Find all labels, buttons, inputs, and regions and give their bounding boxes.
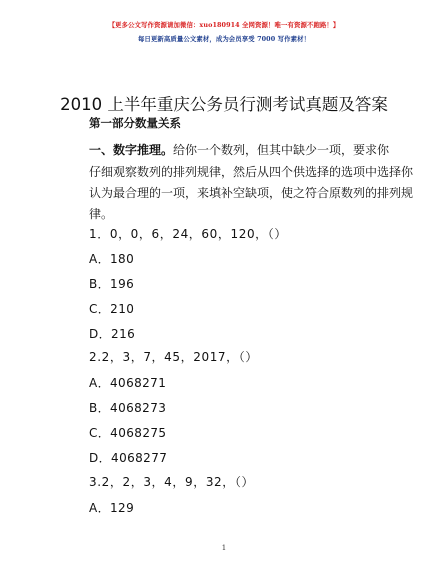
page-number: 1 — [221, 544, 227, 552]
question-1-option-a: A．180 — [89, 252, 135, 266]
instruction-line-3: 认为最合理的一项，来填补空缺项，使之符合原数列的排列规 — [89, 186, 414, 200]
section-heading: 第一部分数量关系 — [89, 116, 181, 130]
instruction-line-2: 仔细观察数列的排列规律，然后从四个供选择的选项中选择你 — [89, 165, 414, 179]
question-1-option-b: B．196 — [89, 277, 135, 291]
instruction-rest: 给你一个数列，但其中缺少一项，要求你 — [173, 143, 390, 157]
instruction-line-4: 律。 — [89, 207, 114, 221]
instruction-lead: 一、数字推理。 — [89, 143, 174, 157]
question-1-option-d: D．216 — [89, 327, 136, 341]
question-1-stem: 1．0，0，6，24，60，120，（） — [89, 227, 287, 241]
question-2-option-d: D．4068277 — [89, 451, 168, 465]
promo-banner-line1: 【更多公文写作资源请加微信：xuo180914 全网资源！唯一有资源不跑路！】 — [108, 21, 340, 29]
question-3-stem: 3.2，2，3，4，9，32，（） — [89, 475, 255, 489]
question-3-option-a: A．129 — [89, 501, 135, 515]
question-2-option-b: B．4068273 — [89, 401, 167, 415]
question-1-option-c: C．210 — [89, 302, 135, 316]
instruction-line-1 — [89, 141, 389, 158]
promo-banner-line2: 每日更新高质量公文素材，成为会员享受 7000 写作素材！ — [137, 35, 311, 43]
document-title: 2010 上半年重庆公务员行测考试真题及答案 — [60, 95, 388, 114]
question-2-stem: 2.2，3，7，45，2017，（） — [89, 350, 258, 364]
question-2-option-a: A．4068271 — [89, 376, 167, 390]
question-2-option-c: C．4068275 — [89, 426, 167, 440]
